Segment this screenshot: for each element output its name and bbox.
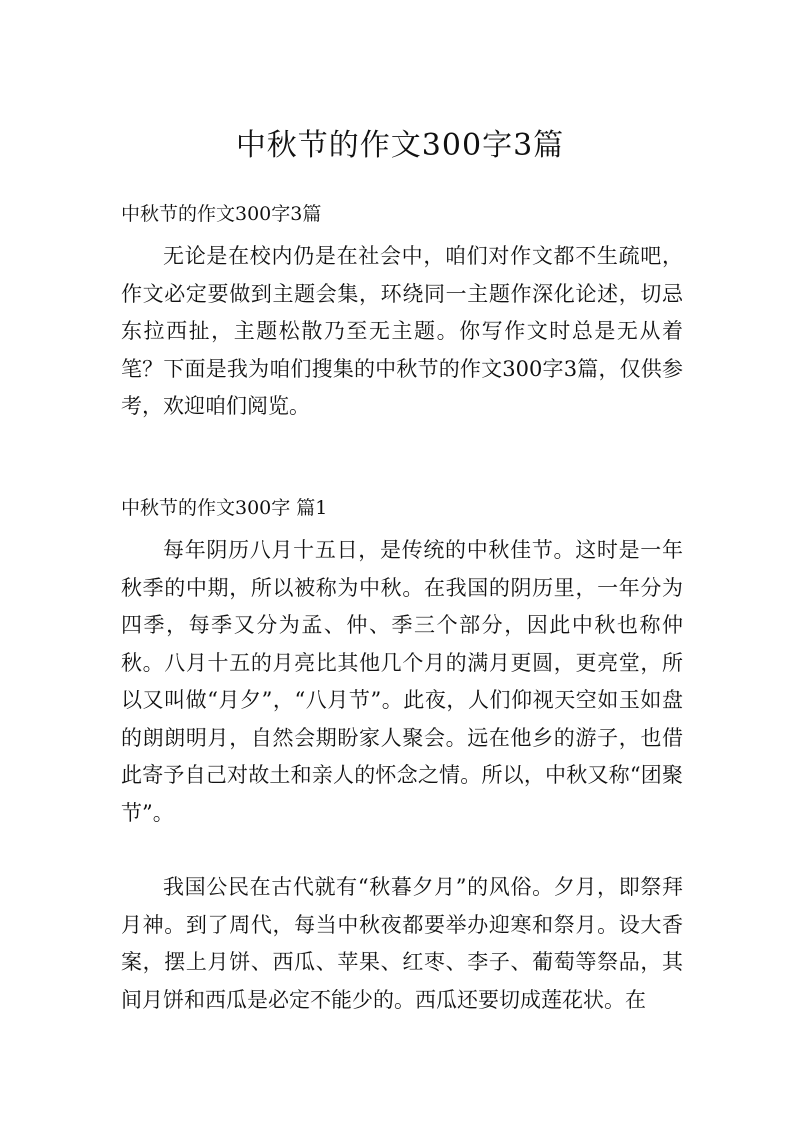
- section-heading: 中秋节的作文300字 篇1: [121, 497, 328, 519]
- intro-paragraph: 无论是在校内仍是在社会中，咱们对作文都不生疏吧，作文必定要做到主题会集，环绕同一主题作深化论述，切忌东拉西扯，主题松散乃至无主题。你写作文时总是无从着笔？下面是我为咱们搜集的中秋节的作文300字3篇，仅供参考，欢迎咱们阅览。: [121, 244, 683, 418]
- intro-heading: 中秋节的作文300字3篇: [121, 203, 322, 225]
- section-paragraph: 每年阴历八月十五日，是传统的中秋佳节。这时是一年秋季的中期，所以被称为中秋。在我国的阴历里，一年分为四季，每季又分为孟、仲、季三个部分，因此中秋也称仲秋。八月十五的月亮比其他几个月的满月更圆，更亮堂，所以又叫做“月夕”，“八月节”。此夜，人们仰视天空如玉如盘的朗朗明月，自然会期盼家人聚会。远在他乡的游子，也借此寄予自己对故土和亲人的怀念之情。所以，中秋又称“团聚节”。: [121, 538, 683, 825]
- document-title: 中秋节的作文300字3篇: [235, 128, 565, 163]
- section-paragraph: 我国公民在古代就有“秋暮夕月”的风俗。夕月，即祭拜月神。到了周代，每当中秋夜都要举办迎寒和祭月。设大香案，摆上月饼、西瓜、苹果、红枣、李子、葡萄等祭品，其间月饼和西瓜是必定不能少的。西瓜还要切成莲花状。在: [121, 875, 683, 1012]
